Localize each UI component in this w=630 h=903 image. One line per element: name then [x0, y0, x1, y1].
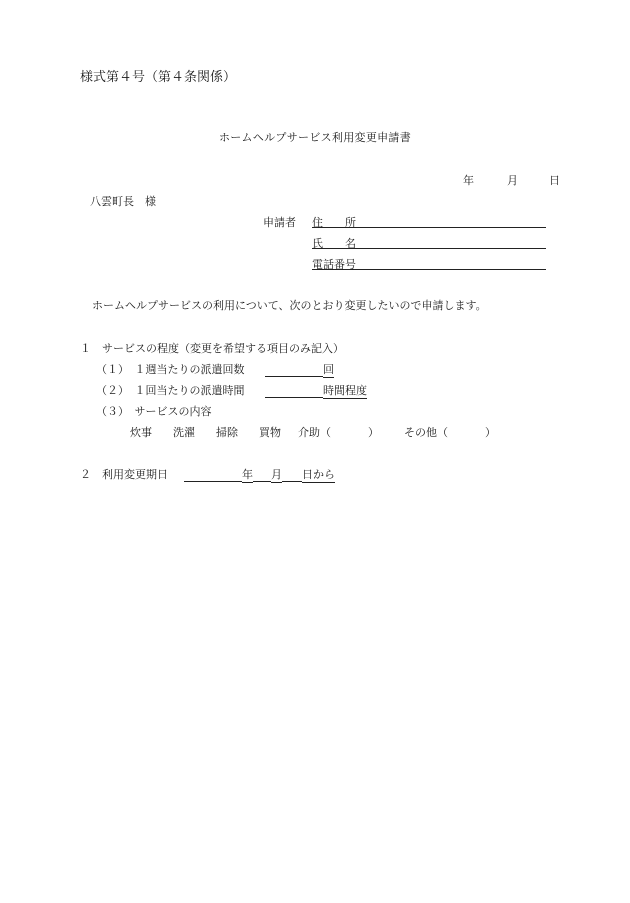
- address-field[interactable]: [312, 227, 546, 228]
- date-row: [463, 172, 560, 188]
- hours-per-visit-label: （２） １回当たりの派遣時間: [96, 384, 245, 397]
- service-assistance-close: ）: [368, 426, 379, 439]
- request-statement: ホームヘルプサービスの利用について、次のとおり変更したいので申請します。: [92, 299, 487, 312]
- change-date-label: ２ 利用変更期日: [80, 468, 168, 481]
- service-other[interactable]: その他（: [404, 426, 448, 439]
- date-month-label: 月: [507, 174, 518, 187]
- addressee: 八雲町長 様: [90, 195, 156, 208]
- change-day-from-label: 日から: [302, 468, 335, 481]
- section1-heading: １ サービスの程度（変更を希望する項目のみ記入）: [80, 342, 344, 355]
- name-field[interactable]: [312, 248, 546, 249]
- service-cleaning[interactable]: 掃除: [216, 426, 238, 439]
- phone-field[interactable]: [312, 269, 546, 270]
- service-laundry[interactable]: 洗濯: [173, 426, 195, 439]
- name-label: 氏 名: [312, 237, 356, 250]
- visits-unit: 回: [323, 363, 334, 376]
- service-other-close: ）: [485, 426, 496, 439]
- address-label: 住 所: [312, 216, 356, 229]
- date-year-label: 年: [463, 174, 474, 187]
- change-date-field[interactable]: [184, 466, 335, 483]
- form-title: ホームヘルプサービス利用変更申請書: [218, 131, 412, 144]
- service-shopping[interactable]: 買物: [259, 426, 281, 439]
- applicant-label: 申請者: [263, 216, 296, 229]
- date-day-label: 日: [549, 174, 560, 187]
- form-number: 様式第４号（第４条関係）: [80, 70, 237, 85]
- phone-label: 電話番号: [312, 258, 356, 271]
- change-year-label: 年: [242, 468, 253, 481]
- service-assistance[interactable]: 介助（: [298, 426, 331, 439]
- hours-per-visit-field[interactable]: [265, 382, 367, 399]
- hours-unit: 時間程度: [323, 384, 367, 397]
- visits-per-week-field[interactable]: [265, 361, 334, 378]
- visits-per-week-label: （１） １週当たりの派遣回数: [96, 363, 245, 376]
- service-content-label: （３） サービスの内容: [96, 405, 212, 418]
- service-options-row: [130, 424, 496, 440]
- service-cooking[interactable]: 炊事: [130, 426, 152, 439]
- change-month-label: 月: [271, 468, 282, 481]
